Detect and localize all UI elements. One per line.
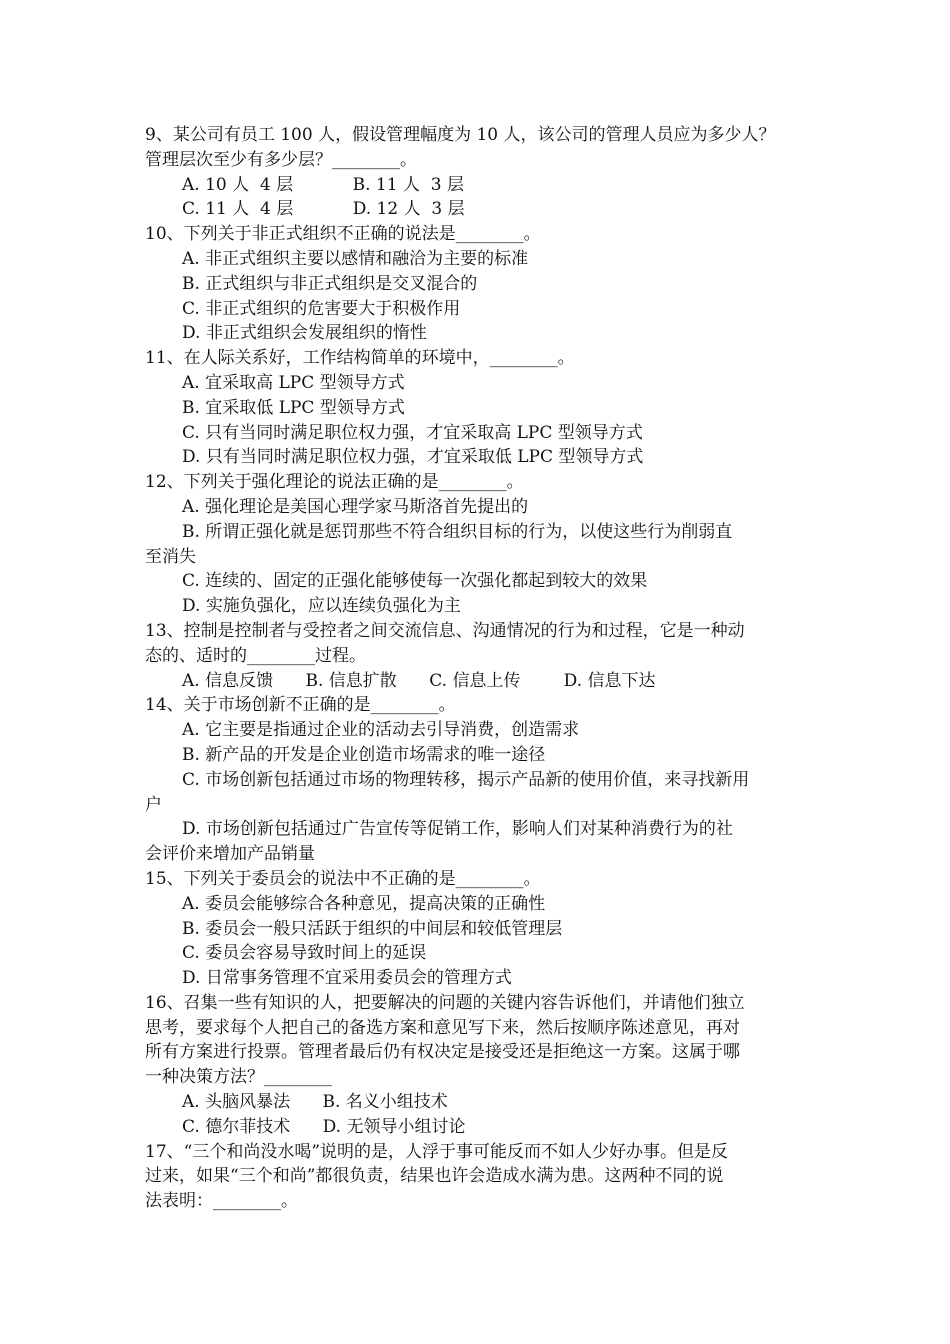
question-text-line: 14、关于市场创新不正确的是________。: [145, 695, 456, 716]
answer-option-line: B. 新产品的开发是企业创造市场需求的唯一途径: [182, 744, 546, 765]
answer-option-line: A. 10 人 4 层 B. 11 人 3 层: [182, 174, 464, 195]
question-text-line: 12、下列关于强化理论的说法正确的是________。: [145, 472, 524, 493]
answer-option-line: B. 正式组织与非正式组织是交叉混合的: [182, 273, 478, 294]
answer-option-line: C. 11 人 4 层 D. 12 人 3 层: [182, 199, 465, 220]
question-text-line: 管理层次至少有多少层？________。: [145, 149, 417, 170]
question-text-line: 法表明：________。: [145, 1191, 298, 1212]
answer-option-line: D. 日常事务管理不宜采用委员会的管理方式: [182, 968, 512, 989]
answer-option-line: B. 所谓正强化就是惩罚那些不符合组织目标的行为，以使这些行为削弱直: [182, 521, 733, 542]
question-text-line: 15、下列关于委员会的说法中不正确的是________。: [145, 868, 541, 889]
question-text-line: 户: [145, 794, 162, 815]
answer-option-line: A. 强化理论是美国心理学家马斯洛首先提出的: [182, 496, 529, 517]
question-text-line: 所有方案进行投票。管理者最后仍有权决定是接受还是拒绝这一方案。这属于哪: [145, 1042, 740, 1063]
question-text-line: 会评价来增加产品销量: [145, 844, 315, 865]
answer-option-line: C. 市场创新包括通过市场的物理转移，揭示产品新的使用价值，来寻找新用: [182, 769, 750, 790]
question-text-line: 思考，要求每个人把自己的备选方案和意见写下来，然后按顺序陈述意见，再对: [145, 1017, 740, 1038]
answer-option-line: C. 连续的、固定的正强化能够使每一次强化都起到较大的效果: [182, 571, 648, 592]
answer-option-line: C. 非正式组织的危害要大于积极作用: [182, 298, 461, 319]
answer-option-line: C. 只有当同时满足职位权力强，才宜采取高 LPC 型领导方式: [182, 422, 643, 443]
answer-option-line: C. 德尔菲技术 D. 无领导小组讨论: [182, 1116, 466, 1137]
answer-option-line: A. 宜采取高 LPC 型领导方式: [182, 372, 405, 393]
answer-option-line: A. 头脑风暴法 B. 名义小组技术: [182, 1092, 448, 1113]
answer-option-line: A. 非正式组织主要以感情和融洽为主要的标准: [182, 248, 529, 269]
answer-option-line: D. 实施负强化，应以连续负强化为主: [182, 596, 461, 617]
question-text-line: 13、控制是控制者与受控者之间交流信息、沟通情况的行为和过程，它是一种动: [145, 620, 745, 641]
question-text-line: 16、召集一些有知识的人，把要解决的问题的关键内容告诉他们，并请他们独立: [145, 992, 745, 1013]
question-text-line: 一种决策方法？________: [145, 1067, 332, 1088]
question-text-line: 17、“三个和尚没水喝”说明的是，人浮于事可能反而不如人少好办事。但是反: [145, 1141, 729, 1162]
question-text-line: 11、在人际关系好，工作结构简单的环境中，________。: [145, 348, 575, 369]
answer-option-line: A. 它主要是指通过企业的活动去引导消费，创造需求: [182, 720, 580, 741]
answer-option-line: D. 市场创新包括通过广告宣传等促销工作，影响人们对某种消费行为的社: [182, 819, 733, 840]
question-text-line: 10、下列关于非正式组织不正确的说法是________。: [145, 224, 541, 245]
answer-option-line: A. 委员会能够综合各种意见，提高决策的正确性: [182, 893, 546, 914]
question-list: [145, 123, 813, 1214]
question-text-line: 至消失: [145, 546, 196, 567]
answer-option-line: A. 信息反馈 B. 信息扩散 C. 信息上传 D. 信息下达: [182, 670, 656, 691]
question-text-line: 态的、适时的________过程。: [145, 645, 366, 666]
answer-option-line: D. 非正式组织会发展组织的惰性: [182, 323, 427, 344]
answer-option-line: C. 委员会容易导致时间上的延误: [182, 943, 427, 964]
answer-option-line: B. 委员会一般只活跃于组织的中间层和较低管理层: [182, 918, 563, 939]
answer-option-line: D. 只有当同时满足职位权力强，才宜采取低 LPC 型领导方式: [182, 447, 644, 468]
question-text-line: 过来，如果“三个和尚”都很负责，结果也许会造成水满为患。这两种不同的说: [145, 1166, 724, 1187]
answer-option-line: B. 宜采取低 LPC 型领导方式: [182, 397, 405, 418]
question-text-line: 9、某公司有员工 100 人，假设管理幅度为 10 人，该公司的管理人员应为多少人？: [145, 125, 776, 145]
